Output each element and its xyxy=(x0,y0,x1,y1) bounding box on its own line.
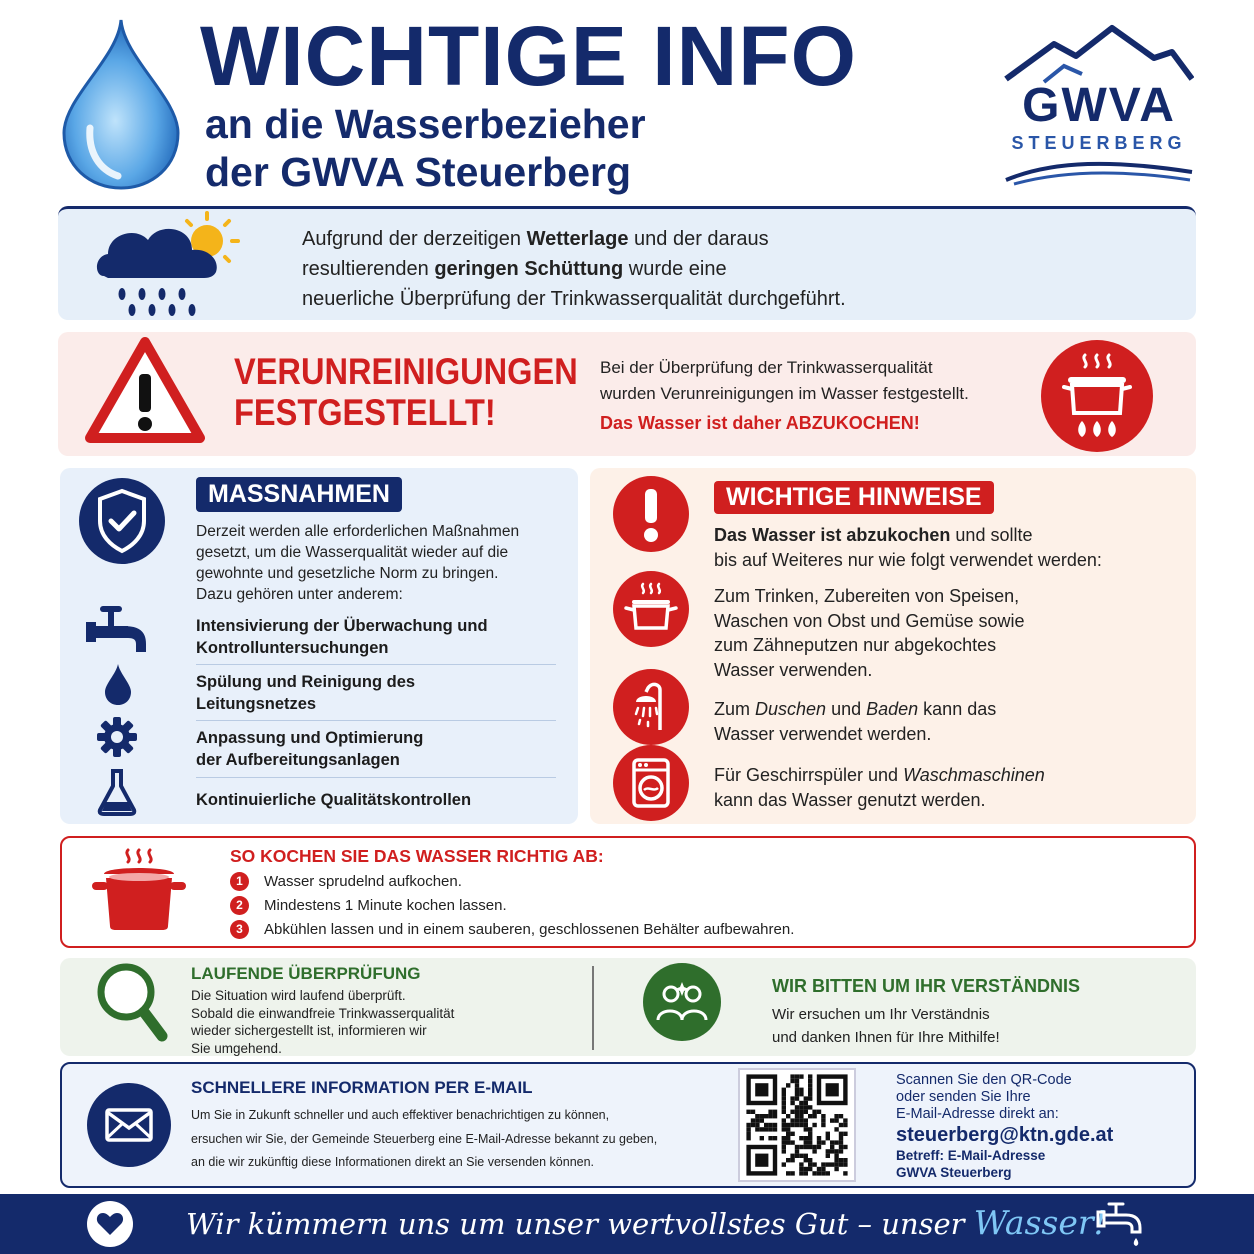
qr-instructions: Scannen Sie den QR-Code oder senden Sie Ihre E-Mail-Adresse direkt an: xyxy=(896,1072,1072,1122)
hinweise-wash-text: Für Geschirrspüler und Waschmaschinen kann das Wasser genutzt werden. xyxy=(714,765,1045,810)
exclamation-icon xyxy=(612,475,690,553)
qr-code[interactable] xyxy=(738,1068,856,1182)
email-text: Um Sie in Zukunft schneller und auch effektiver benachrichtigen zu können, ersuchen wir Sie, der Gemeinde Steuerberg eine E-Mail-Adresse bekannt zu geben, an die wir zukünftig diese Informationen direkt an Sie versenden können. xyxy=(191,1108,658,1169)
step-number: 2 xyxy=(230,896,249,915)
hinweise-shower-text: Zum Duschen und Baden kann das Wasser verwendet werden. xyxy=(714,699,997,744)
email-address-link[interactable]: steuerberg@ktn.gde.at xyxy=(896,1124,1114,1146)
boiling-pot-icon xyxy=(1040,339,1154,453)
page-title: WICHTIGE INFO xyxy=(200,9,857,103)
magnifier-icon xyxy=(96,962,168,1042)
hinweise-intro: Das Wasser ist abzukochen und sollte bis auf Weiteres nur wie folgt verwendet werden: xyxy=(714,525,1102,570)
hinweise-drink-text: Zum Trinken, Zubereiten von Speisen, Waschen von Obst und Gemüse sowie zum Zähneputzen nur abgekochtes Wasser verwenden. xyxy=(714,586,1025,680)
alert-title: VERUNREINIGUNGEN FESTGESTELLT! xyxy=(234,351,578,433)
qr-code-pattern xyxy=(740,1070,854,1180)
massnahmen-intro: Derzeit werden alle erforderlichen Maßnahmen gesetzt, um die Wasserqualität wieder auf die gewohnte und gesetzliche Norm zu bringen. Dazu gehören unter anderem: xyxy=(196,523,520,603)
check-title: LAUFENDE ÜBERPRÜFUNG xyxy=(191,964,421,983)
alert-text: Bei der Überprüfung der Trinkwasserqualität wurden Verunreinigungen im Wasser festgestellt. xyxy=(600,358,969,403)
alert-boil-notice: Das Wasser ist daher ABZUKOCHEN! xyxy=(600,413,920,433)
cooking-pot-icon xyxy=(612,570,690,648)
hinweise-title: WICHTIGE HINWEISE xyxy=(714,481,994,514)
email-subject: Betreff: E-Mail-Adresse GWVA Steuerberg xyxy=(896,1148,1046,1180)
thanks-title: WIR BITTEN UM IHR VERSTÄNDNIS xyxy=(772,976,1080,996)
water-tap-icon xyxy=(1096,1198,1146,1250)
people-icon xyxy=(642,962,722,1042)
shield-check-icon xyxy=(78,477,166,565)
divider xyxy=(196,720,556,721)
step-number: 1 xyxy=(230,872,249,891)
heart-icon xyxy=(86,1200,134,1248)
logo-name: GWVA xyxy=(1022,79,1176,132)
divider xyxy=(592,966,594,1050)
page-subtitle: an die Wasserbezieher der GWVA Steuerberg xyxy=(205,101,646,195)
massnahmen-item: Spülung und Reinigung des Leitungsnetzes xyxy=(196,673,416,713)
water-tap-icon xyxy=(84,602,152,656)
shower-icon xyxy=(612,668,690,746)
washing-machine-icon xyxy=(612,744,690,822)
massnahmen-title: MASSNAHMEN xyxy=(196,477,402,512)
massnahmen-item: Kontinuierliche Qualitätskontrollen xyxy=(196,791,472,809)
massnahmen-item: Anpassung und Optimierung der Aufbereitungsanlagen xyxy=(196,729,424,769)
lab-flask-icon xyxy=(96,768,138,816)
step-text: Abkühlen lassen und in einem sauberen, geschlossenen Behälter aufbewahren. xyxy=(264,921,795,938)
massnahmen-item: Intensivierung der Überwachung und Kontrolluntersuchungen xyxy=(196,617,488,657)
boiling-pot-icon xyxy=(90,846,188,932)
logo-subtitle: STEUERBERG xyxy=(1011,133,1187,153)
weather-text: Aufgrund der derzeitigen Wetterlage und der daraus resultierenden geringen Schüttung wurde eine neuerliche Überprüfung der Trinkwasserqualität durchgeführt. xyxy=(302,228,846,310)
water-drop-icon xyxy=(103,662,133,706)
mountain-logo-icon xyxy=(1004,24,1194,84)
water-drop-logo-icon xyxy=(60,18,182,190)
footer-slogan: Wir kümmern uns um unser wertvollstes Gut – unser Wasser! xyxy=(186,1203,1107,1242)
step-text: Wasser sprudelnd aufkochen. xyxy=(264,873,462,890)
logo-wave-icon xyxy=(1004,156,1194,186)
email-title: SCHNELLERE INFORMATION PER E-MAIL xyxy=(191,1078,533,1097)
mail-envelope-icon xyxy=(86,1082,172,1168)
boiling-title: SO KOCHEN SIE DAS WASSER RICHTIG AB: xyxy=(230,846,604,866)
step-number: 3 xyxy=(230,920,249,939)
divider xyxy=(196,777,556,778)
rain-cloud-sun-icon xyxy=(92,208,244,320)
step-text: Mindestens 1 Minute kochen lassen. xyxy=(264,897,507,914)
divider xyxy=(196,664,556,665)
warning-triangle-icon xyxy=(84,334,206,446)
gear-icon xyxy=(96,716,138,758)
check-text: Die Situation wird laufend überprüft. Sobald die einwandfreie Trinkwasserqualität wieder sichergestellt ist, informieren wir Sie umgehend. xyxy=(191,988,455,1056)
thanks-text: Wir ersuchen um Ihr Verständnis und danken Ihnen für Ihre Mithilfe! xyxy=(772,1006,1000,1046)
